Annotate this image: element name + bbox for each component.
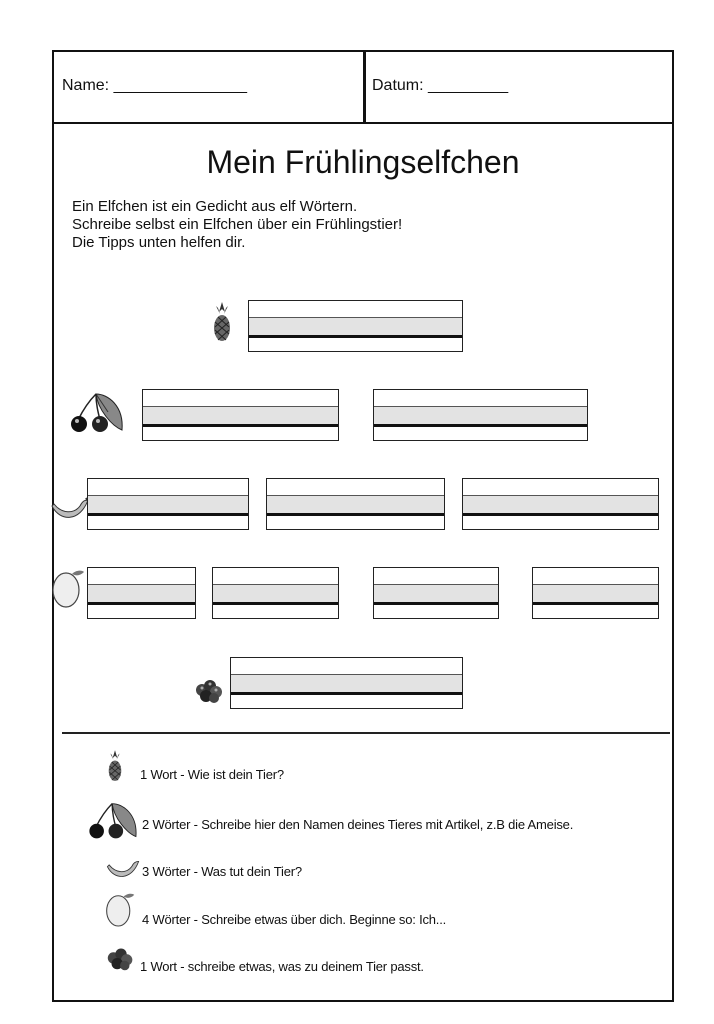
word-box[interactable] [462,478,659,530]
cherries-icon [68,390,128,436]
word-box[interactable] [230,657,463,709]
date-field-label: Datum: _________ [372,77,509,94]
word-box[interactable] [87,478,249,530]
raspberry-icon [192,674,228,704]
tip-2: 2 Wörter - Schreibe hier den Namen deines Tieres mit Artikel, z.B die Ameise. [142,817,574,832]
pineapple-icon [208,300,236,344]
word-box[interactable] [373,567,499,619]
word-box[interactable] [142,389,339,441]
tip-1: 1 Wort - Wie ist dein Tier? [140,767,284,782]
tips-separator [62,732,670,734]
tip-3: 3 Wörter - Was tut dein Tier? [142,864,302,879]
intro-text [72,198,402,252]
word-box[interactable] [248,300,463,352]
pineapple-icon [104,746,126,786]
word-box[interactable] [87,567,196,619]
word-box[interactable] [373,389,588,441]
name-field-label: Name: _______________ [62,77,248,94]
lemon-icon [50,568,86,610]
word-box[interactable] [212,567,339,619]
lemon-icon [104,890,136,930]
banana-icon [104,858,142,884]
tip-4: 4 Wörter - Schreibe etwas über dich. Beginne so: Ich... [142,912,447,927]
intro-line: Schreibe selbst ein Elfchen über ein Frühlingstier! [72,216,403,233]
intro-line: Ein Elfchen ist ein Gedicht aus elf Wörtern. [72,198,358,215]
cherries-icon [86,800,142,842]
header-divider [363,50,366,124]
raspberry-icon [104,942,138,972]
word-box[interactable] [266,478,445,530]
word-box[interactable] [532,567,659,619]
intro-line: Die Tipps unten helfen dir. [72,234,246,251]
page-title: Mein Frühlingselfchen [206,144,520,180]
banana-icon [50,496,90,526]
tip-5: 1 Wort - schreibe etwas, was zu deinem Tier passt. [140,959,424,974]
